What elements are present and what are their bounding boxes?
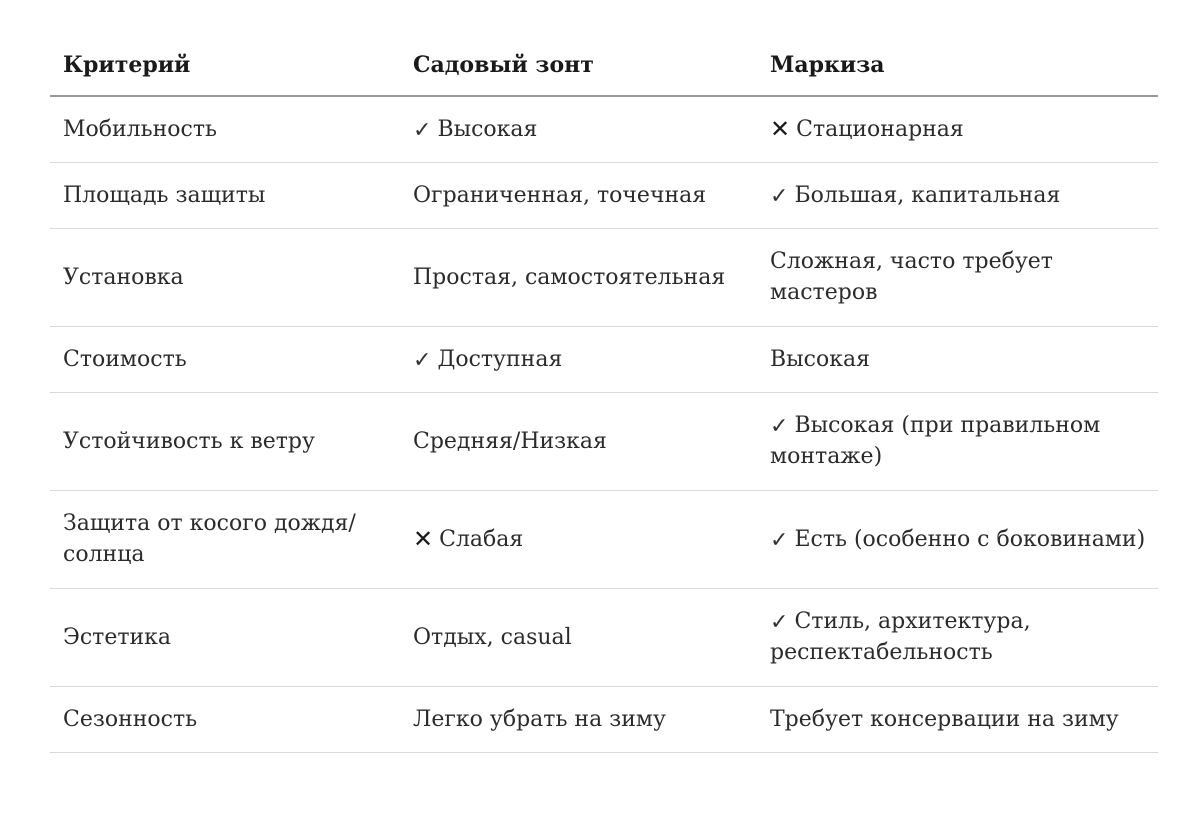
cell-umbrella xyxy=(400,96,757,162)
cell-umbrella xyxy=(400,392,757,490)
cell-awning xyxy=(757,96,1158,162)
cell-criterion: Площадь защиты xyxy=(50,162,400,228)
cell-text: Требует консервации на зиму xyxy=(770,706,1119,732)
cell-awning xyxy=(757,162,1158,228)
cell-text: Высокая (при правильном монтаже) xyxy=(770,413,1101,469)
cell-awning xyxy=(757,490,1158,588)
cell-umbrella xyxy=(400,490,757,588)
cell-text: Простая, самостоятельная xyxy=(413,264,726,290)
cell-text: Сложная, часто требует мастеров xyxy=(770,249,1053,305)
comparison-table-container xyxy=(50,34,1158,753)
table-row xyxy=(50,326,1158,392)
check-icon: ✓ xyxy=(770,610,789,635)
cell-text: Легко убрать на зиму xyxy=(413,706,666,732)
cell-umbrella xyxy=(400,588,757,686)
cell-awning xyxy=(757,326,1158,392)
cell-criterion: Эстетика xyxy=(50,588,400,686)
header-awning: Маркиза xyxy=(757,34,1158,96)
check-icon: ✓ xyxy=(413,117,432,143)
cell-awning xyxy=(757,588,1158,686)
table-body xyxy=(50,96,1158,752)
check-icon: ✓ xyxy=(770,527,789,553)
cell-umbrella xyxy=(400,162,757,228)
table-row xyxy=(50,162,1158,228)
cell-text: Средняя/Низкая xyxy=(413,428,607,454)
cell-umbrella xyxy=(400,228,757,326)
cross-icon: ✕ xyxy=(770,114,791,143)
cell-awning xyxy=(757,392,1158,490)
cell-criterion: Установка xyxy=(50,228,400,326)
cell-text: Высокая xyxy=(770,346,870,372)
cell-text: Высокая xyxy=(437,116,538,142)
cell-text: Доступная xyxy=(437,346,563,372)
table-row xyxy=(50,490,1158,588)
cell-text: Отдых, casual xyxy=(413,624,572,650)
cell-text: Есть (особенно с боковинами) xyxy=(794,526,1146,552)
check-icon: ✓ xyxy=(770,183,789,209)
cell-umbrella xyxy=(400,686,757,752)
cell-criterion: Мобильность xyxy=(50,96,400,162)
table-row xyxy=(50,686,1158,752)
header-row xyxy=(50,34,1158,96)
cell-text: Ограниченная, точечная xyxy=(413,182,707,208)
table-row xyxy=(50,588,1158,686)
cell-text: Стационарная xyxy=(796,116,964,142)
cell-text: Слабая xyxy=(439,526,524,552)
table-row xyxy=(50,228,1158,326)
header-umbrella: Садовый зонт xyxy=(400,34,757,96)
cell-text: Большая, капитальная xyxy=(794,182,1061,208)
table-row xyxy=(50,96,1158,162)
cell-awning xyxy=(757,686,1158,752)
header-criterion: Критерий xyxy=(50,34,400,96)
comparison-table xyxy=(50,34,1158,753)
table-row xyxy=(50,392,1158,490)
table-header xyxy=(50,34,1158,96)
cell-criterion: Сезонность xyxy=(50,686,400,752)
cell-awning xyxy=(757,228,1158,326)
check-icon: ✓ xyxy=(413,347,432,373)
cross-icon: ✕ xyxy=(413,524,434,553)
cell-umbrella xyxy=(400,326,757,392)
cell-criterion: Устойчивость к ветру xyxy=(50,392,400,490)
cell-text: Стиль, архитектура, респектабельность xyxy=(770,609,1031,665)
cell-criterion: Стоимость xyxy=(50,326,400,392)
cell-criterion: Защита от косого дождя/солнца xyxy=(50,490,400,588)
check-icon: ✓ xyxy=(770,414,789,439)
